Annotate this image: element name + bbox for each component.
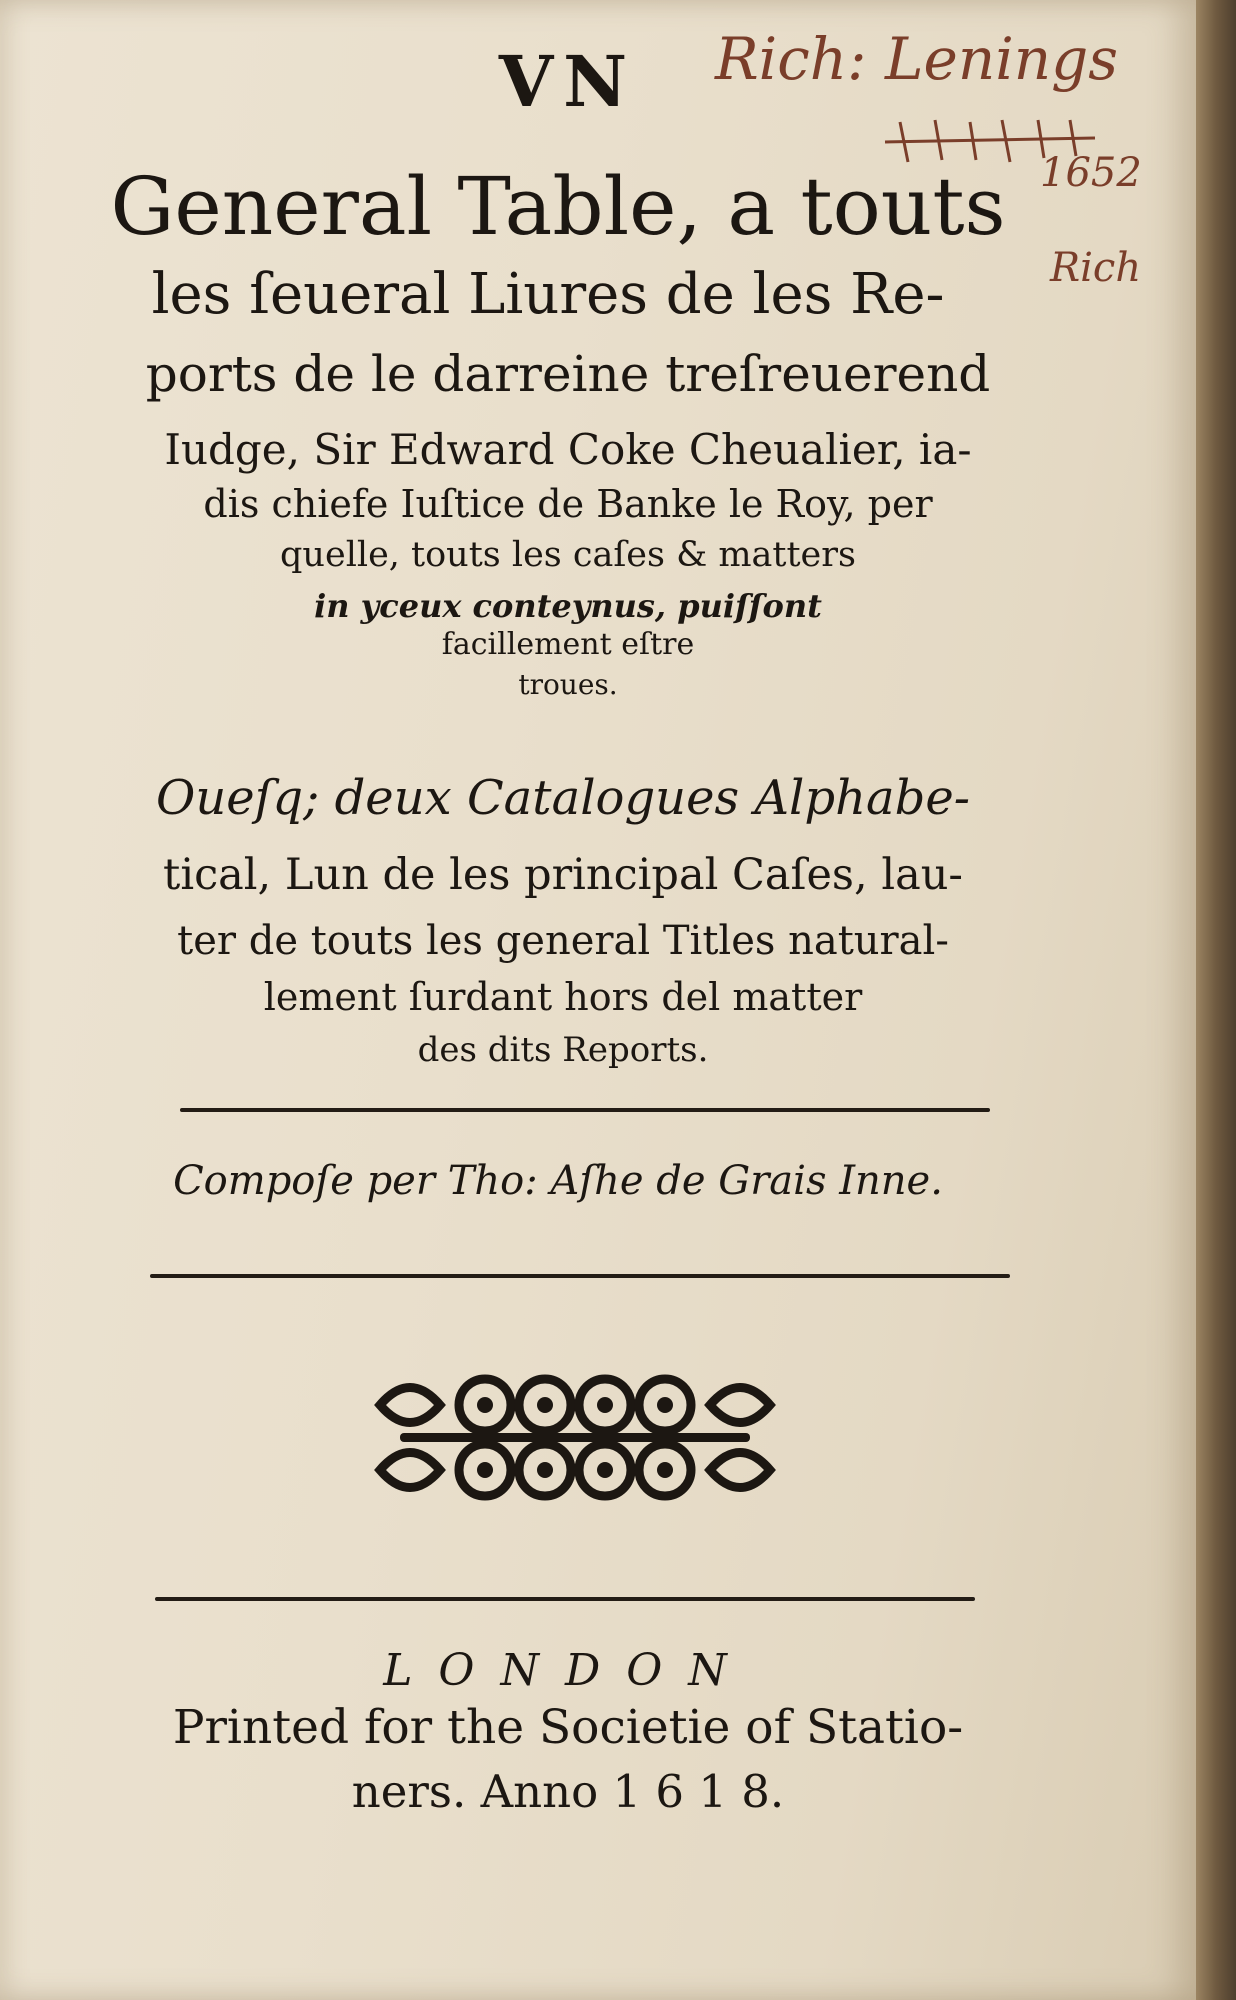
rule-3 (155, 1597, 975, 1601)
title-line-10: troues. (518, 668, 618, 701)
rule-1 (180, 1108, 990, 1112)
imprint-line-1: Printed for the Societie of Statio- (172, 1700, 964, 1755)
imprint-city: L O N D O N (383, 1645, 733, 1696)
year-inscription: 1652 (1040, 150, 1142, 196)
title-line-9: facillement eſtre (441, 627, 695, 662)
owner-inscription: Rich: Lenings (715, 25, 1119, 93)
title-line-6: dis chiefe Iuſtice de Banke le Roy, per (203, 482, 933, 526)
title-line-3: les ſeueral Liures de les Re- (151, 262, 945, 327)
title-line-5: Iudge, Sir Edward Coke Cheualier, ia- (164, 425, 972, 474)
title-line-1: VN (498, 40, 638, 123)
subtitle-line-5: des dits Reports. (417, 1030, 709, 1070)
page-edge (1196, 0, 1236, 2000)
subtitle-line-2: tical, Lun de les principal Caſes, lau- (163, 850, 963, 900)
initials-inscription: Rich (1050, 245, 1142, 291)
title-line-2: General Table, a touts (110, 160, 1006, 253)
title-line-8: in yceux conteynus, puiſſont (314, 587, 822, 625)
subtitle-line-4: lement ſurdant hors del matter (263, 975, 863, 1019)
rule-2 (150, 1274, 1010, 1278)
title-line-4: ports de le darreine treſreuerend (145, 345, 991, 403)
subtitle-line-1: Oueſq; deux Catalogues Alphabe- (155, 770, 971, 826)
imprint-line-2: ners. Anno 1 6 1 8. (351, 1765, 785, 1818)
title-line-7: quelle, touts les caſes & matters (280, 535, 856, 575)
subtitle-line-3: ter de touts les general Titles natural- (177, 918, 949, 964)
printers-ornament (370, 1365, 780, 1510)
author-line: Compoſe per Tho: Aſhe de Grais Inne. (173, 1158, 943, 1204)
